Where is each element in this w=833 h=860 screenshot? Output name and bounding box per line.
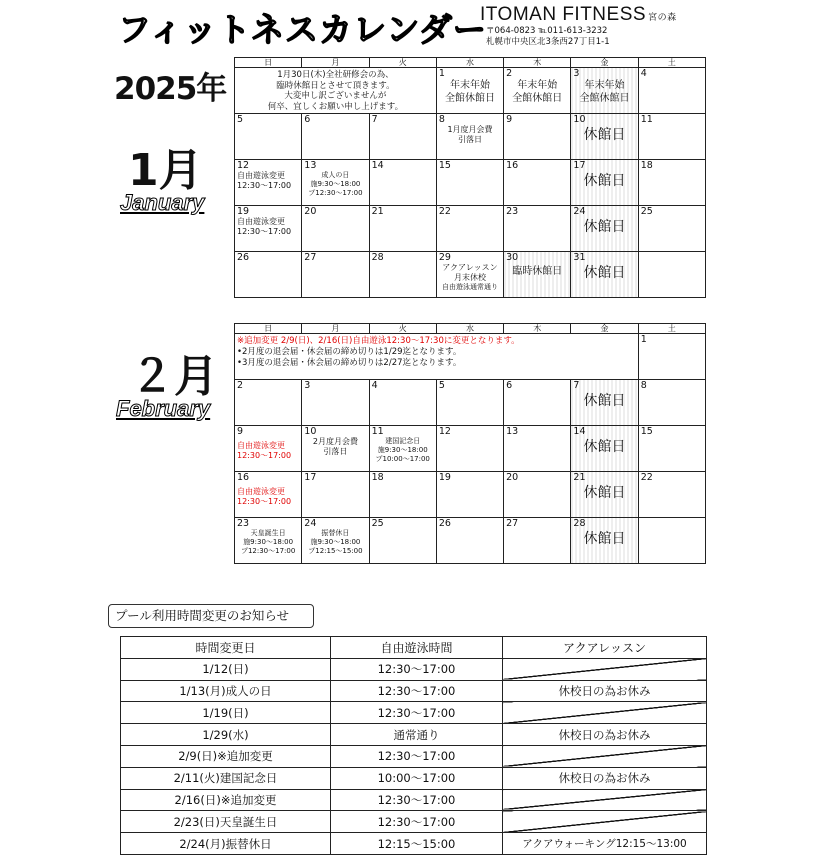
day-cell: 20 <box>302 206 369 252</box>
day-cell: 22 <box>436 206 503 252</box>
month-english-feb: February <box>116 396 211 421</box>
page-title: フィットネスカレンダー <box>118 10 487 49</box>
day-cell: 10 2月度月会費 引落日 <box>302 426 369 472</box>
weekday-fri: 金 <box>571 324 638 334</box>
org-branch: 宮の森 <box>648 12 677 22</box>
day-cell: 8 1月度月会費 引落日 <box>436 114 503 160</box>
column-header: 時間変更日 <box>121 637 331 659</box>
day-cell: 25 <box>638 206 705 252</box>
day-cell: 1 年末年始 全館休館日 <box>436 68 503 114</box>
table-row: 1/19(日) 12:30～17:00 <box>121 702 707 724</box>
day-cell: 25 <box>369 518 436 564</box>
table-row: 1/29(水) 通常通り 休校日の為お休み <box>121 724 707 746</box>
day-cell: 18 <box>638 160 705 206</box>
column-header: アクアレッスン <box>503 637 707 659</box>
day-cell: 14 休館日 <box>571 426 638 472</box>
month-label-feb: ２月 <box>130 351 218 402</box>
day-cell: 11 建国記念日 施9:30～18:00 プ10:00～17:00 <box>369 426 436 472</box>
day-cell: 2 <box>235 380 302 426</box>
day-cell: 12 自由遊泳変更 12:30～17:00 <box>235 160 302 206</box>
day-cell: 21 <box>369 206 436 252</box>
notice-line: •2月度の退会届・休会届の締め切りは1/29迄となります。 <box>237 347 462 357</box>
calendar-february <box>234 323 706 564</box>
org-name: ITOMAN FITNESS 宮の森 <box>480 4 677 25</box>
day-cell: 28 <box>369 252 436 298</box>
table-row: 1/13(月)成人の日 12:30～17:00 休校日の為お休み <box>121 680 707 702</box>
day-cell: 8 <box>638 380 705 426</box>
month-label-jan: 1月 <box>128 145 203 196</box>
day-cell: 24 振替休日 施9:30～18:00 プ12:15～15:00 <box>302 518 369 564</box>
day-cell: 9 自由遊泳変更 12:30～17:00 <box>235 426 302 472</box>
weekday-wed: 水 <box>436 58 503 68</box>
weekday-sun: 日 <box>235 324 302 334</box>
day-cell: 10 休館日 <box>571 114 638 160</box>
day-cell: 15 <box>436 160 503 206</box>
notice-line: •3月度の退会届・休会届の締め切りは2/27迄となります。 <box>237 358 462 368</box>
feb-notice <box>235 334 639 380</box>
day-cell: 11 <box>638 114 705 160</box>
day-cell: 5 <box>436 380 503 426</box>
day-cell: 29 アクアレッスン 月末休校 自由遊泳通常通り <box>436 252 503 298</box>
day-cell: 20 <box>504 472 571 518</box>
weekday-tue: 火 <box>369 324 436 334</box>
month-english-jan: January <box>120 190 205 215</box>
weekday-wed: 水 <box>436 324 503 334</box>
day-cell: 26 <box>235 252 302 298</box>
day-cell: 13 <box>504 426 571 472</box>
day-cell: 5 <box>235 114 302 160</box>
weekday-sat: 土 <box>638 324 705 334</box>
day-cell: 16 自由遊泳変更 12:30～17:00 <box>235 472 302 518</box>
table-row: 2/23(日)天皇誕生日 12:30～17:00 <box>121 811 707 833</box>
table-row: 1/12(日) 12:30～17:00 <box>121 658 707 680</box>
day-cell: 28 休館日 <box>571 518 638 564</box>
day-cell: 26 <box>436 518 503 564</box>
day-cell: 23 <box>504 206 571 252</box>
day-cell: 27 <box>504 518 571 564</box>
org-address: 札幌市中央区北3条西27丁目1-1 <box>486 37 610 47</box>
day-cell: 23 天皇誕生日 施9:30～18:00 プ12:30～17:00 <box>235 518 302 564</box>
day-cell: 7 <box>369 114 436 160</box>
org-info <box>480 4 677 48</box>
weekday-sun: 日 <box>235 58 302 68</box>
table-row: 2/9(日)※追加変更 12:30～17:00 <box>121 745 707 767</box>
weekday-fri: 金 <box>571 58 638 68</box>
day-cell: 31 休館日 <box>571 252 638 298</box>
day-cell: 30 臨時休館日 <box>504 252 571 298</box>
day-cell <box>638 252 705 298</box>
weekday-mon: 月 <box>302 324 369 334</box>
day-cell: 6 <box>302 114 369 160</box>
table-row: 2/24(月)振替休日 12:15～15:00 アクアウォーキング12:15～13:00 <box>121 833 707 855</box>
day-cell: 9 <box>504 114 571 160</box>
day-cell: 19 <box>436 472 503 518</box>
day-cell: 19 自由遊泳変更 12:30～17:00 <box>235 206 302 252</box>
day-cell: 15 <box>638 426 705 472</box>
weekday-mon: 月 <box>302 58 369 68</box>
day-cell: 22 <box>638 472 705 518</box>
table-row: 2/16(日)※追加変更 12:30～17:00 <box>121 789 707 811</box>
calendar-january <box>234 57 706 298</box>
day-cell: 17 <box>302 472 369 518</box>
day-cell: 24 休館日 <box>571 206 638 252</box>
day-cell: 3 <box>302 380 369 426</box>
day-cell: 6 <box>504 380 571 426</box>
year-label: 2025年 <box>114 71 227 107</box>
day-cell: 14 <box>369 160 436 206</box>
day-cell: 27 <box>302 252 369 298</box>
day-cell: 18 <box>369 472 436 518</box>
weekday-tue: 火 <box>369 58 436 68</box>
pool-notice-title: プール利用時間変更のお知らせ <box>108 604 314 628</box>
day-cell: 4 <box>369 380 436 426</box>
day-cell: 21 休館日 <box>571 472 638 518</box>
org-postal: 〒064-0823 ℡011-613-3232 <box>486 26 608 36</box>
day-cell: 7 休館日 <box>571 380 638 426</box>
day-cell: 3 年末年始 全館休館日 <box>571 68 638 114</box>
table-row: 2/11(火)建国記念日 10:00～17:00 休校日の為お休み <box>121 767 707 789</box>
weekday-thu: 木 <box>504 324 571 334</box>
day-cell: 16 <box>504 160 571 206</box>
notice-red: ※追加変更 2/9(日)、2/16(日)自由遊泳12:30～17:30に変更となります。 <box>237 336 520 346</box>
day-cell: 13 成人の日 施9:30～18:00 プ12:30～17:00 <box>302 160 369 206</box>
pool-schedule-table <box>120 636 707 855</box>
day-cell: 12 <box>436 426 503 472</box>
day-cell: 17 休館日 <box>571 160 638 206</box>
weekday-sat: 土 <box>638 58 705 68</box>
column-header: 自由遊泳時間 <box>331 637 503 659</box>
day-cell: 1 <box>638 334 705 380</box>
weekday-thu: 木 <box>504 58 571 68</box>
day-cell: 2 年末年始 全館休館日 <box>504 68 571 114</box>
day-cell <box>638 518 705 564</box>
day-cell: 4 <box>638 68 705 114</box>
jan-notice: 1月30日(木)全社研修会の為、 臨時休館日とさせて頂きます。 大変申し訳ございませんが 何卒、宜しくお願い申し上げます。 <box>235 68 437 114</box>
